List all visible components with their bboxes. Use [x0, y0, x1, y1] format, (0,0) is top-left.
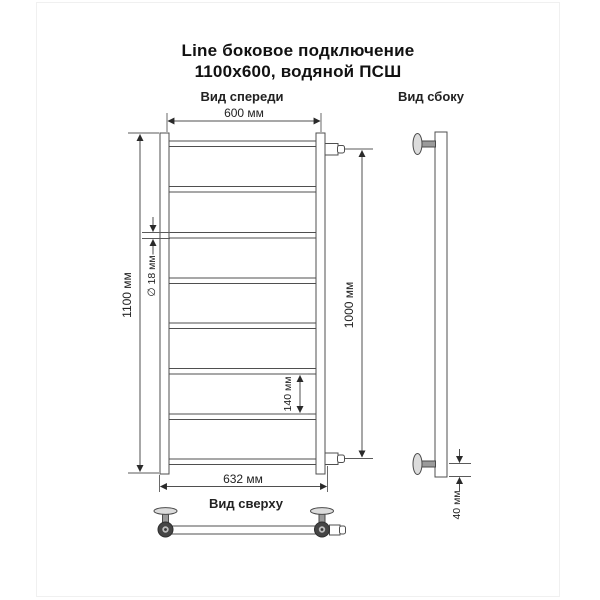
left-post [160, 133, 169, 474]
dimension-bottom-width [160, 466, 328, 492]
image-frame [37, 3, 560, 597]
rung [169, 323, 316, 329]
top-view-tube [167, 526, 323, 534]
dim-632-label: 632 мм [223, 472, 263, 486]
dimension-bracket-offset [449, 449, 471, 520]
dim-1100-label: 1100 мм [120, 272, 134, 318]
rung [169, 414, 316, 420]
rung [169, 278, 316, 284]
title-line-1: Line боковое подключение [181, 41, 415, 60]
dim-140-label: 140 мм [282, 376, 294, 412]
side-bottom-bracket [413, 454, 436, 475]
drawing-title [182, 41, 415, 81]
side-top-bracket [413, 134, 436, 155]
dim-1000-label: 1000 мм [342, 281, 356, 329]
top-view [154, 508, 346, 537]
rung [169, 369, 316, 375]
bottom-connection-fitting [325, 453, 345, 465]
front-view [120, 106, 373, 492]
dimension-top-width [167, 106, 321, 132]
dimension-rung-gap [282, 374, 308, 414]
rungs [169, 141, 316, 465]
rung [169, 233, 316, 239]
top-connection-fitting [325, 144, 345, 156]
right-post [316, 133, 325, 474]
rung [169, 459, 316, 465]
side-view [413, 132, 471, 520]
top-view-fitting [330, 525, 346, 535]
front-view-label: Вид спереди [200, 89, 284, 104]
dim-600-label: 600 мм [224, 106, 264, 120]
side-view-label: Вид сбоку [397, 89, 465, 104]
rung [169, 141, 316, 147]
top-view-label: Вид сверху [209, 496, 283, 511]
title-line-2: 1100х600, водяной ПСШ [194, 62, 402, 81]
side-post [435, 132, 447, 477]
dimension-overall-height [120, 133, 159, 473]
dim-diameter-label: ∅ 18 мм [146, 255, 158, 297]
dimension-connection-height [342, 149, 373, 459]
rung [169, 187, 316, 193]
dim-40-label: 40 мм [451, 490, 463, 520]
